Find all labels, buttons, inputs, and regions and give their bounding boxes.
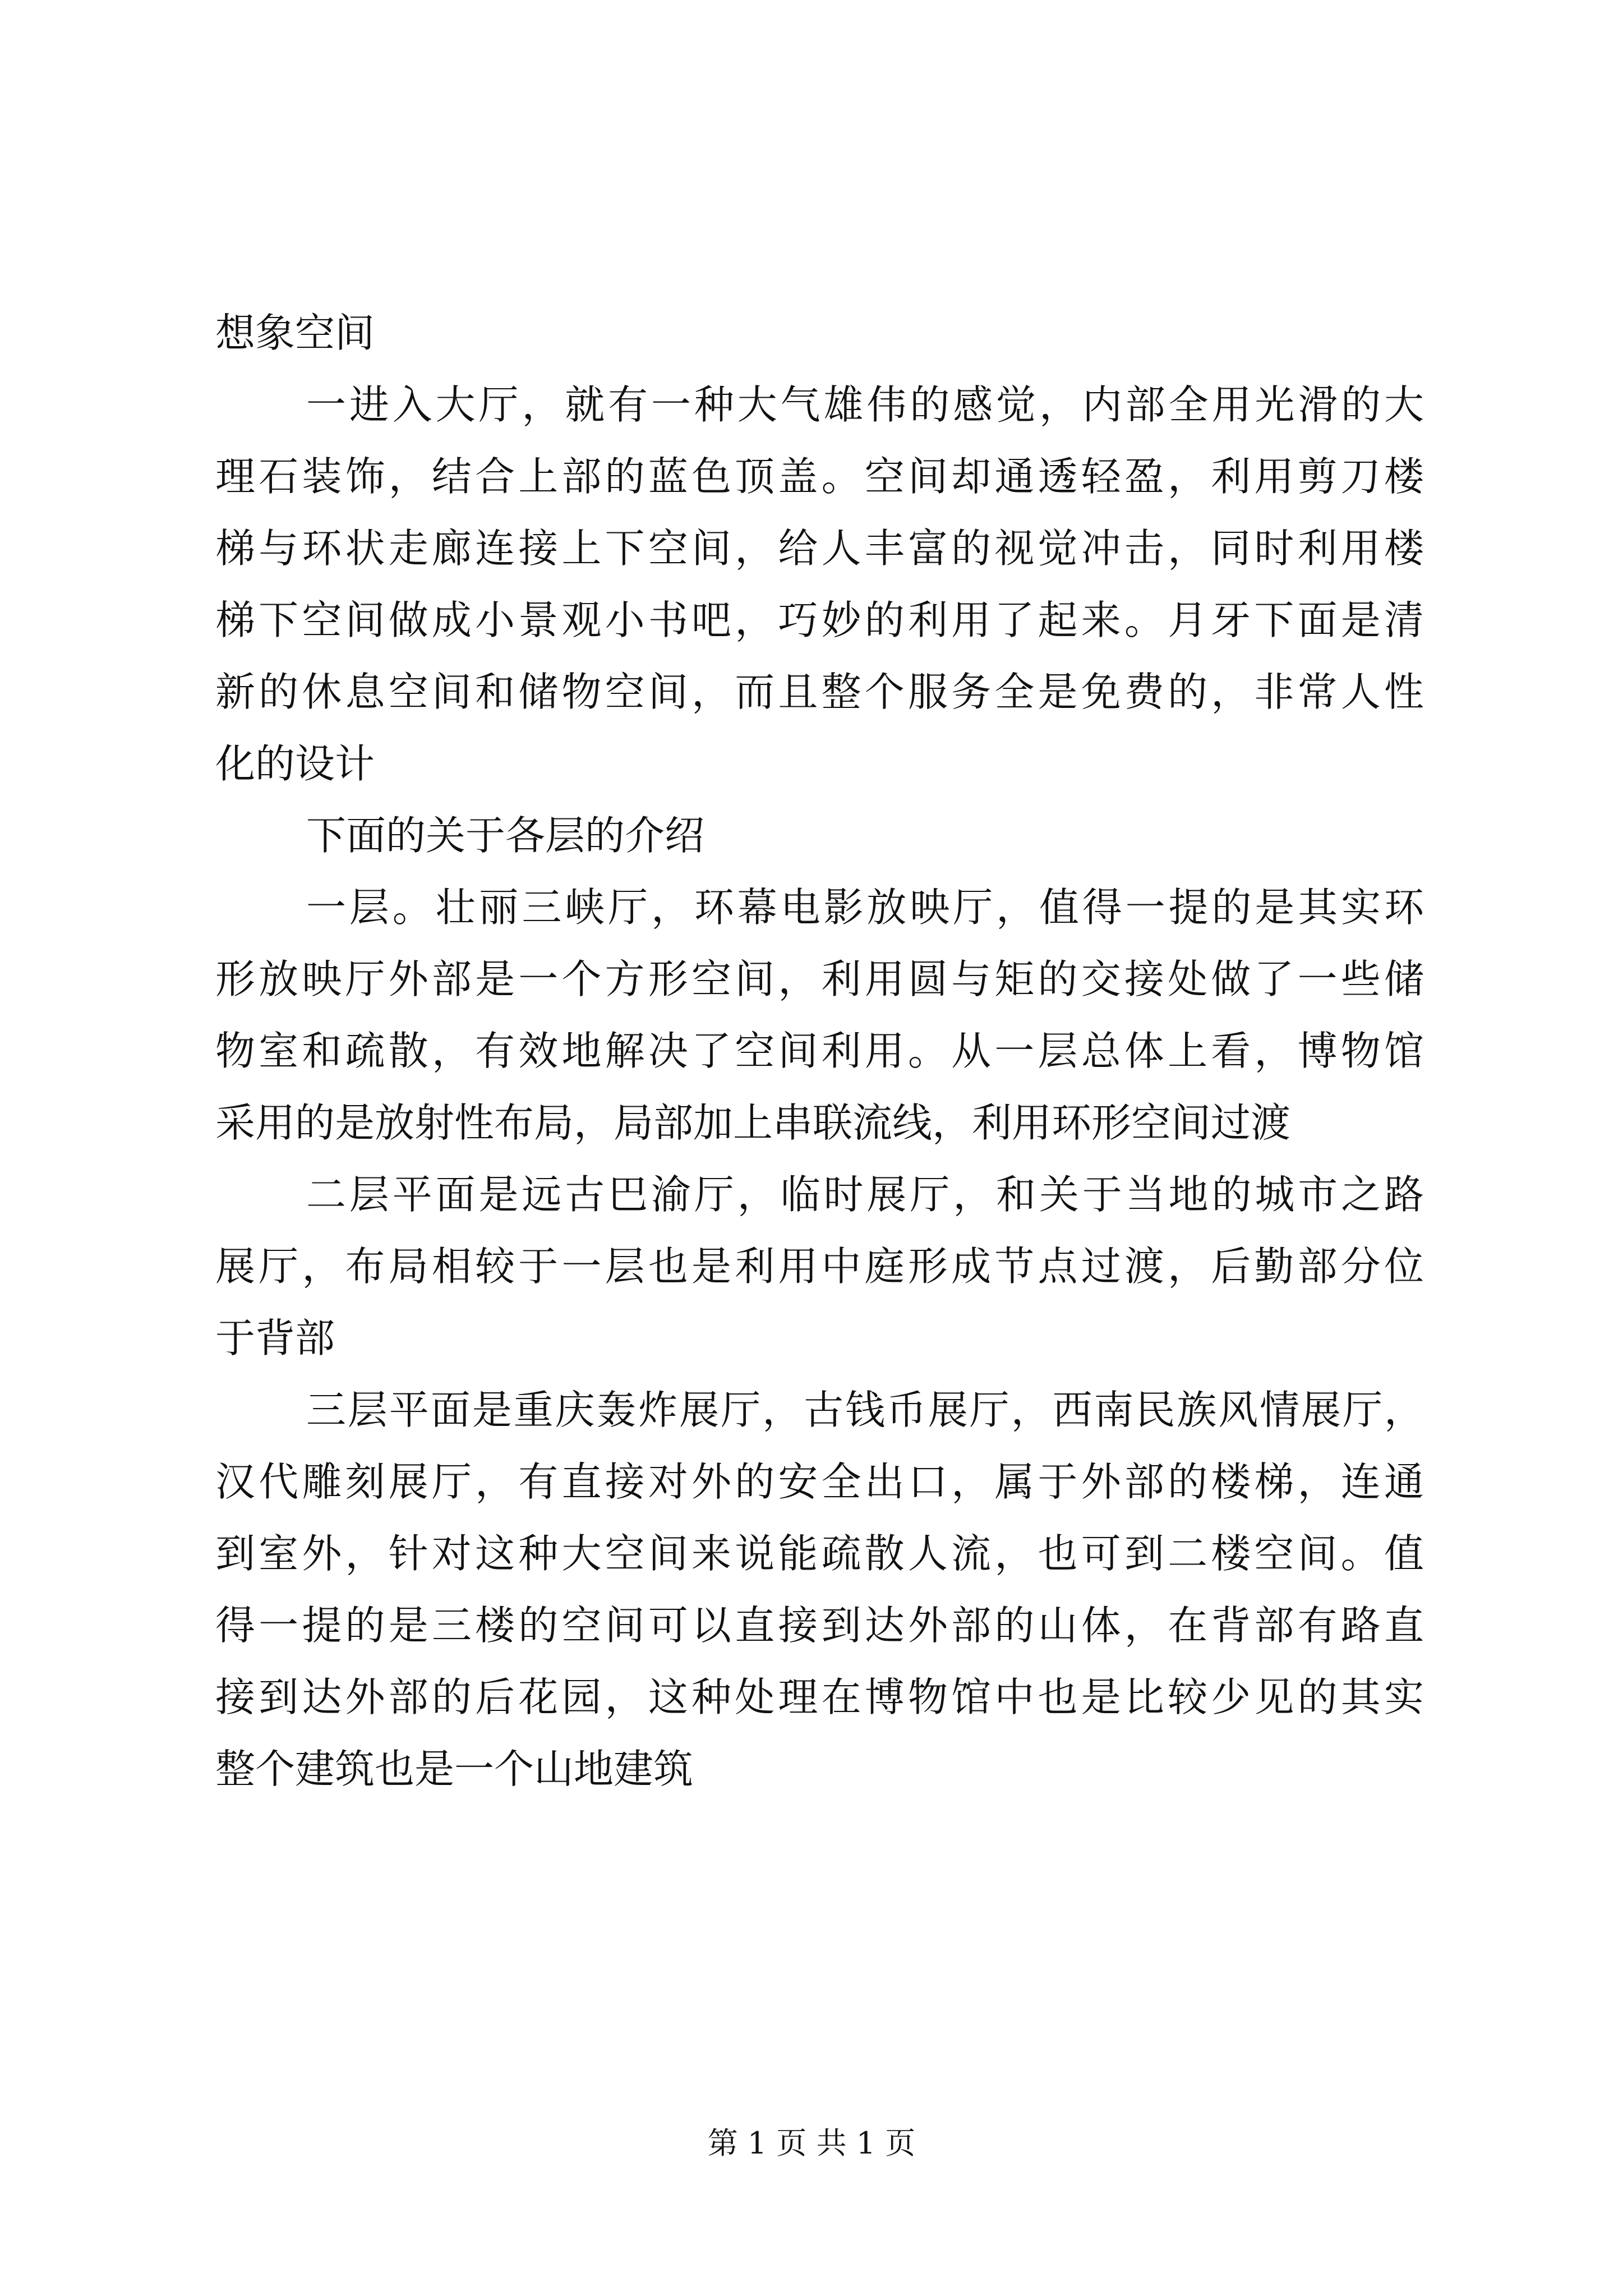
document-body: [215, 297, 1424, 1805]
document-heading: 想象空间: [215, 310, 375, 356]
page-number-footer: 第 1 页 共 1 页: [707, 2125, 916, 2161]
paragraph-line: 整个建筑也是一个山地建筑: [215, 1746, 694, 1792]
paragraph-line: 二层平面是远古巴渝厅，临时展厅，和关于当地的城市之路: [306, 1171, 1424, 1218]
paragraph-floor-2: [215, 1159, 1424, 1374]
paragraph-line: 采用的是放射性布局，局部加上串联流线，利用环形空间过渡: [215, 1099, 1291, 1146]
paragraph-line: 一层。壮丽三峡厅，环幕电影放映厅，值得一提的是其实环: [306, 884, 1424, 931]
paragraph-hall: [215, 369, 1424, 800]
paragraph-line: 理石装饰，结合上部的蓝色顶盖。空间却通透轻盈，利用剪刀楼: [215, 453, 1424, 500]
paragraph-line: 展厅，布局相较于一层也是利用中庭形成节点过渡，后勤部分位: [215, 1243, 1424, 1290]
paragraph-line: 梯与环状走廊连接上下空间，给人丰富的视觉冲击，同时利用楼: [215, 525, 1424, 572]
paragraph-floors-intro: [215, 800, 1424, 872]
paragraph-line: 新的休息空间和储物空间，而且整个服务全是免费的，非常人性: [215, 669, 1424, 715]
paragraph-line: 一进入大厅，就有一种大气雄伟的感觉，内部全用光滑的大: [306, 381, 1424, 428]
paragraph-line: 物室和疏散，有效地解决了空间利用。从一层总体上看，博物馆: [215, 1028, 1424, 1074]
paragraph-line: 汉代雕刻展厅，有直接对外的安全出口，属于外部的楼梯，连通: [215, 1458, 1424, 1505]
paragraph-line: 梯下空间做成小景观小书吧，巧妙的利用了起来。月牙下面是清: [215, 597, 1424, 643]
paragraph-line: 下面的关于各层的介绍: [306, 812, 705, 859]
paragraph-line: 于背部: [215, 1315, 335, 1361]
paragraph-line: 得一提的是三楼的空间可以直接到达外部的山体，在背部有路直: [215, 1602, 1424, 1649]
paragraph-floor-1: [215, 872, 1424, 1159]
paragraph-line: 到室外，针对这种大空间来说能疏散人流，也可到二楼空间。值: [215, 1530, 1424, 1577]
paragraph-line: 形放映厅外部是一个方形空间，利用圆与矩的交接处做了一些储: [215, 956, 1424, 1002]
paragraph-line: 化的设计: [215, 740, 375, 787]
paragraph-floor-3: [215, 1374, 1424, 1805]
paragraph-line: 三层平面是重庆轰炸展厅，古钱币展厅，西南民族风情展厅，: [306, 1387, 1424, 1433]
paragraph-line: 接到达外部的后花园，这种处理在博物馆中也是比较少见的其实: [215, 1674, 1424, 1720]
